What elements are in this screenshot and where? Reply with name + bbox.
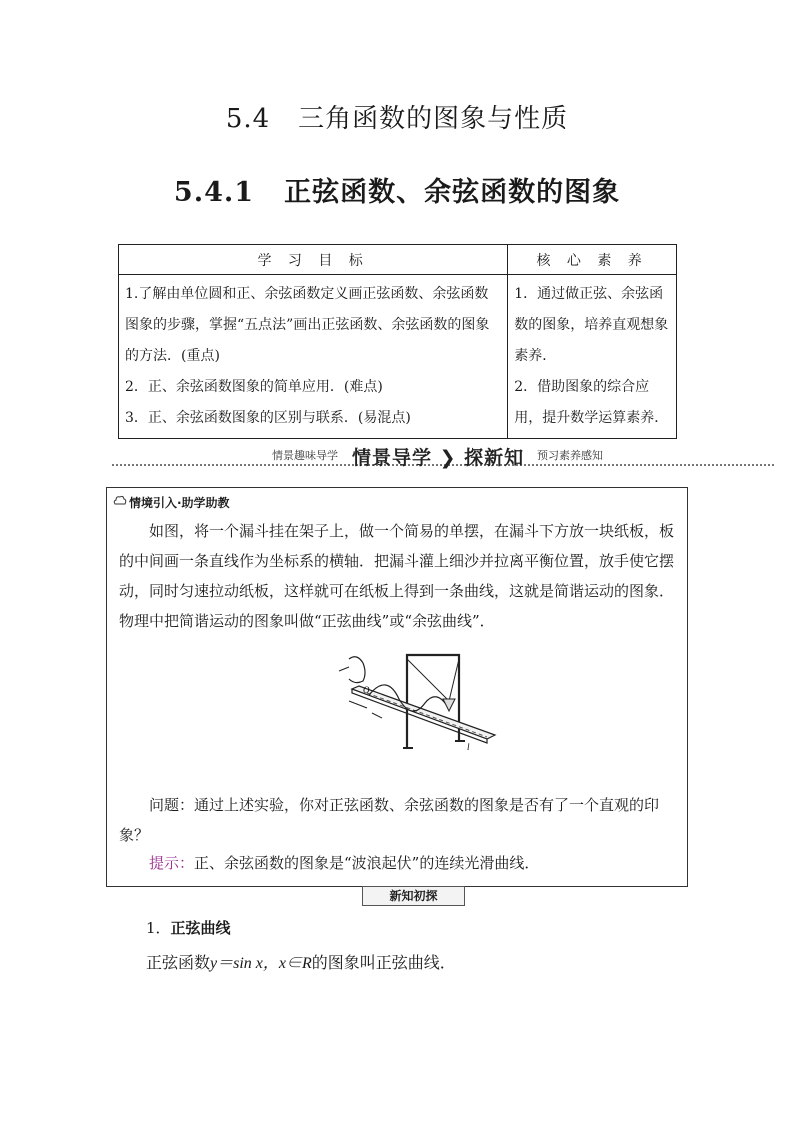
point-body xyxy=(146,950,456,973)
banner-left-text: 情景趣味导学 xyxy=(272,449,338,462)
point-title: 正弦曲线 xyxy=(170,919,231,937)
new-knowledge-label: 新知初探 xyxy=(362,886,465,906)
body-formula: y＝sin x，x∈R xyxy=(210,955,312,972)
goals-table xyxy=(118,244,677,439)
literacy-cell xyxy=(508,275,677,439)
subsection-number: 5.4.1 xyxy=(173,177,255,208)
section-number: 5.4 xyxy=(225,104,271,134)
literacy-item: 2．借助图象的综合应用，提升数学运算素养． xyxy=(514,379,669,426)
cloud-icon xyxy=(113,495,127,507)
figure-axis-label: l xyxy=(467,742,470,752)
hint-label: 提示： xyxy=(149,854,195,872)
point-heading xyxy=(146,917,231,938)
subsection-title-text: 正弦函数、余弦函数的图象 xyxy=(284,177,621,208)
subsection-title xyxy=(0,170,794,209)
goals-cell xyxy=(119,275,508,439)
table-header-row xyxy=(119,245,677,275)
body-prefix: 正弦函数 xyxy=(146,953,211,972)
section-title xyxy=(0,98,794,135)
point-index: 1． xyxy=(146,919,171,937)
hint-text: 正、余弦函数的图象是“波浪起伏”的连续光滑曲线． xyxy=(194,854,540,872)
pendulum-figure xyxy=(337,653,507,768)
literacy-header: 核 心 素 养 xyxy=(508,245,677,275)
goals-header: 学 习 目 标 xyxy=(119,245,508,275)
figure-origin-label: O xyxy=(363,685,370,695)
body-suffix: 的图象叫正弦曲线． xyxy=(311,953,456,972)
intro-question: 问题：通过上述实验，你对正弦函数、余弦函数的图象是否有了一个直观的印象？ xyxy=(119,796,660,844)
intro-paragraph: 如图，将一个漏斗挂在架子上，做一个简易的单摆，在漏斗下方放一块纸板，板的中间画一条直线作为坐标系的横轴．把漏斗灌上细沙并拉离平衡位置，放手使它摆动，同时匀速拉动纸板，这样就可在纸板上得到一条曲线，这就是简谐运动的图象．物理中把简谐运动的图象叫做“正弦曲线”或“余弦曲线”． xyxy=(119,522,675,630)
goal-item: 1.了解由单位圆和正、余弦函数定义画正弦函数、余弦函数图象的步骤，掌握“五点法”画出正弦函数、余弦函数的图象的方法．(重点) xyxy=(125,286,490,364)
goal-item: 3．正、余弦函数图象的区别与联系．(易混点) xyxy=(125,410,411,426)
section-title-text: 三角函数的图象与性质 xyxy=(298,104,569,134)
banner-right-text: 预习素养感知 xyxy=(537,449,603,462)
goal-item: 2．正、余弦函数图象的简单应用．(难点) xyxy=(125,379,383,395)
table-row xyxy=(119,275,677,439)
section-banner xyxy=(112,444,774,468)
intro-label: 情境引入·助学助教 xyxy=(129,496,230,510)
banner-main-text: 情景导学 ❯ 探新知 xyxy=(352,447,525,469)
intro-hint xyxy=(149,852,677,874)
intro-box xyxy=(106,487,688,887)
literacy-item: 1．通过做正弦、余弦函数的图象，培养直观想象素养． xyxy=(514,286,669,364)
